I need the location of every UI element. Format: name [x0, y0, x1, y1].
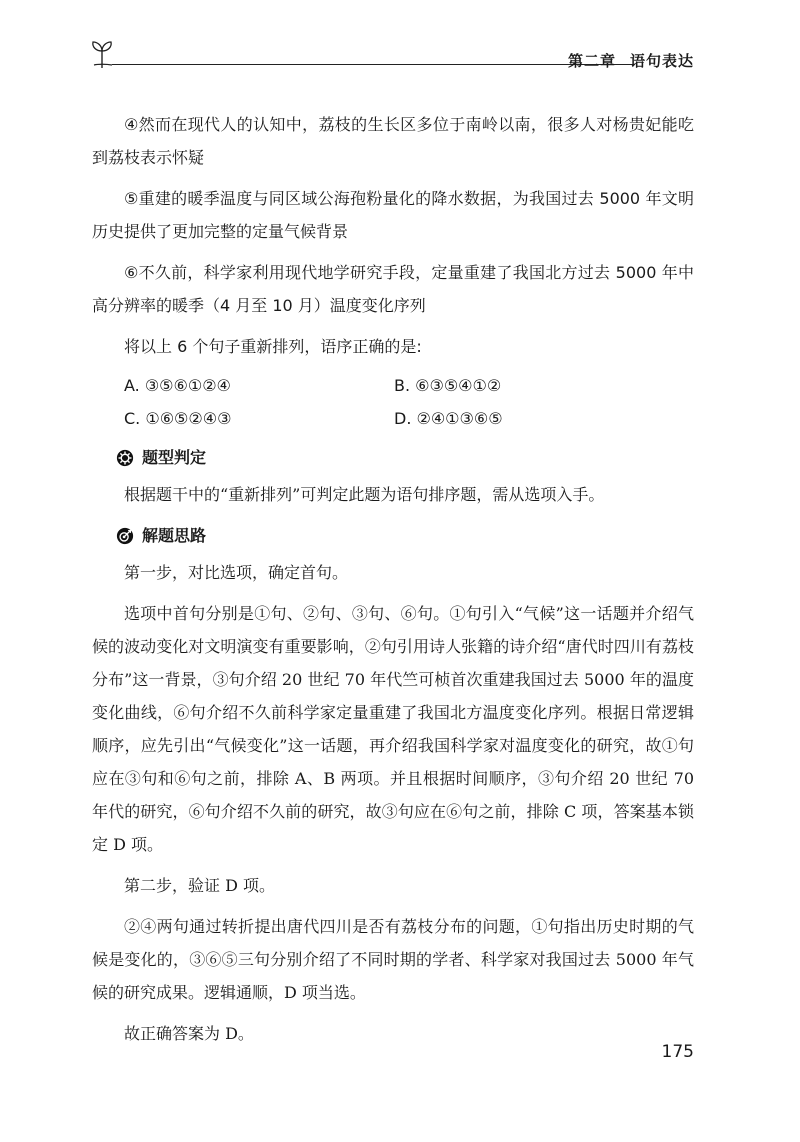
option-d: D. ②④①③⑥⑤	[394, 409, 503, 428]
solution-step-2: 第二步，验证 D 项。	[124, 876, 276, 895]
running-header	[90, 38, 694, 74]
solution-paragraph-2: ②④两句通过转折提出唐代四川是否有荔枝分布的问题，①句指出历史时期的气候是变化的，③⑥⑤三句分别介绍了不同时期的学者、科学家对我国过去 5000 年气候的研究成果。逻辑通顺，D 项当选。	[92, 917, 694, 1002]
chapter-number: 第二章	[567, 52, 616, 70]
chapter-name: 语句表达	[629, 52, 694, 70]
answer-options	[124, 369, 694, 435]
target-icon	[116, 527, 134, 545]
sprout-icon	[90, 38, 114, 70]
gear-icon	[116, 449, 134, 467]
section-heading-text: 解题思路	[142, 526, 207, 545]
page-content	[92, 108, 694, 1058]
chapter-title	[554, 50, 694, 71]
page-number: 175	[661, 1042, 694, 1062]
sentence-4: ④然而在现代人的认知中，荔枝的生长区多位于南岭以南，很多人对杨贵妃能吃到荔枝表示怀疑	[92, 115, 694, 167]
option-b: B. ⑥③⑤④①②	[394, 376, 502, 395]
sentence-5: ⑤重建的暖季温度与同区域公海孢粉量化的降水数据，为我国过去 5000 年文明历史提供了更加完整的定量气候背景	[92, 189, 694, 241]
question-stem: 将以上 6 个句子重新排列，语序正确的是:	[124, 337, 422, 356]
option-a: A. ③⑤⑥①②④	[124, 376, 231, 395]
option-c: C. ①⑥⑤②④③	[124, 409, 232, 428]
section-heading-solution	[116, 519, 694, 552]
solution-conclusion: 故正确答案为 D。	[124, 1024, 254, 1043]
solution-step-1: 第一步，对比选项，确定首句。	[124, 563, 349, 582]
solution-paragraph-1: 选项中首句分别是①句、②句、③句、⑥句。①句引入“气候”这一话题并介绍气候的波动变化对文明演变有重要影响，②句引用诗人张籍的诗介绍“唐代时四川有荔枝分布”这一背景，③句介绍 20 世纪 70 年代竺可桢首次重建我国过去 5000 年的温度变化曲线，⑥句介绍不久前科学家定量重建了我国北方温度变化序列。根据日常逻辑顺序，应先引出“气候变化”这一话题，再介绍我国科学家对温度变化的研究，故①句应在③句和⑥句之前，排除 A、B 两项。并且根据时间顺序，③句介绍 20 世纪 70 年代的研究，⑥句介绍不久前的研究，故③句应在⑥句之前，排除 C 项，答案基本锁定 D 项。	[92, 604, 694, 854]
section-heading-text: 题型判定	[142, 448, 207, 467]
sentence-6: ⑥不久前，科学家利用现代地学研究手段，定量重建了我国北方过去 5000 年中高分辨率的暖季（4 月至 10 月）温度变化序列	[92, 263, 694, 315]
section-heading-question-type	[116, 441, 694, 474]
question-type-text: 根据题干中的“重新排列”可判定此题为语句排序题，需从选项入手。	[124, 485, 605, 504]
